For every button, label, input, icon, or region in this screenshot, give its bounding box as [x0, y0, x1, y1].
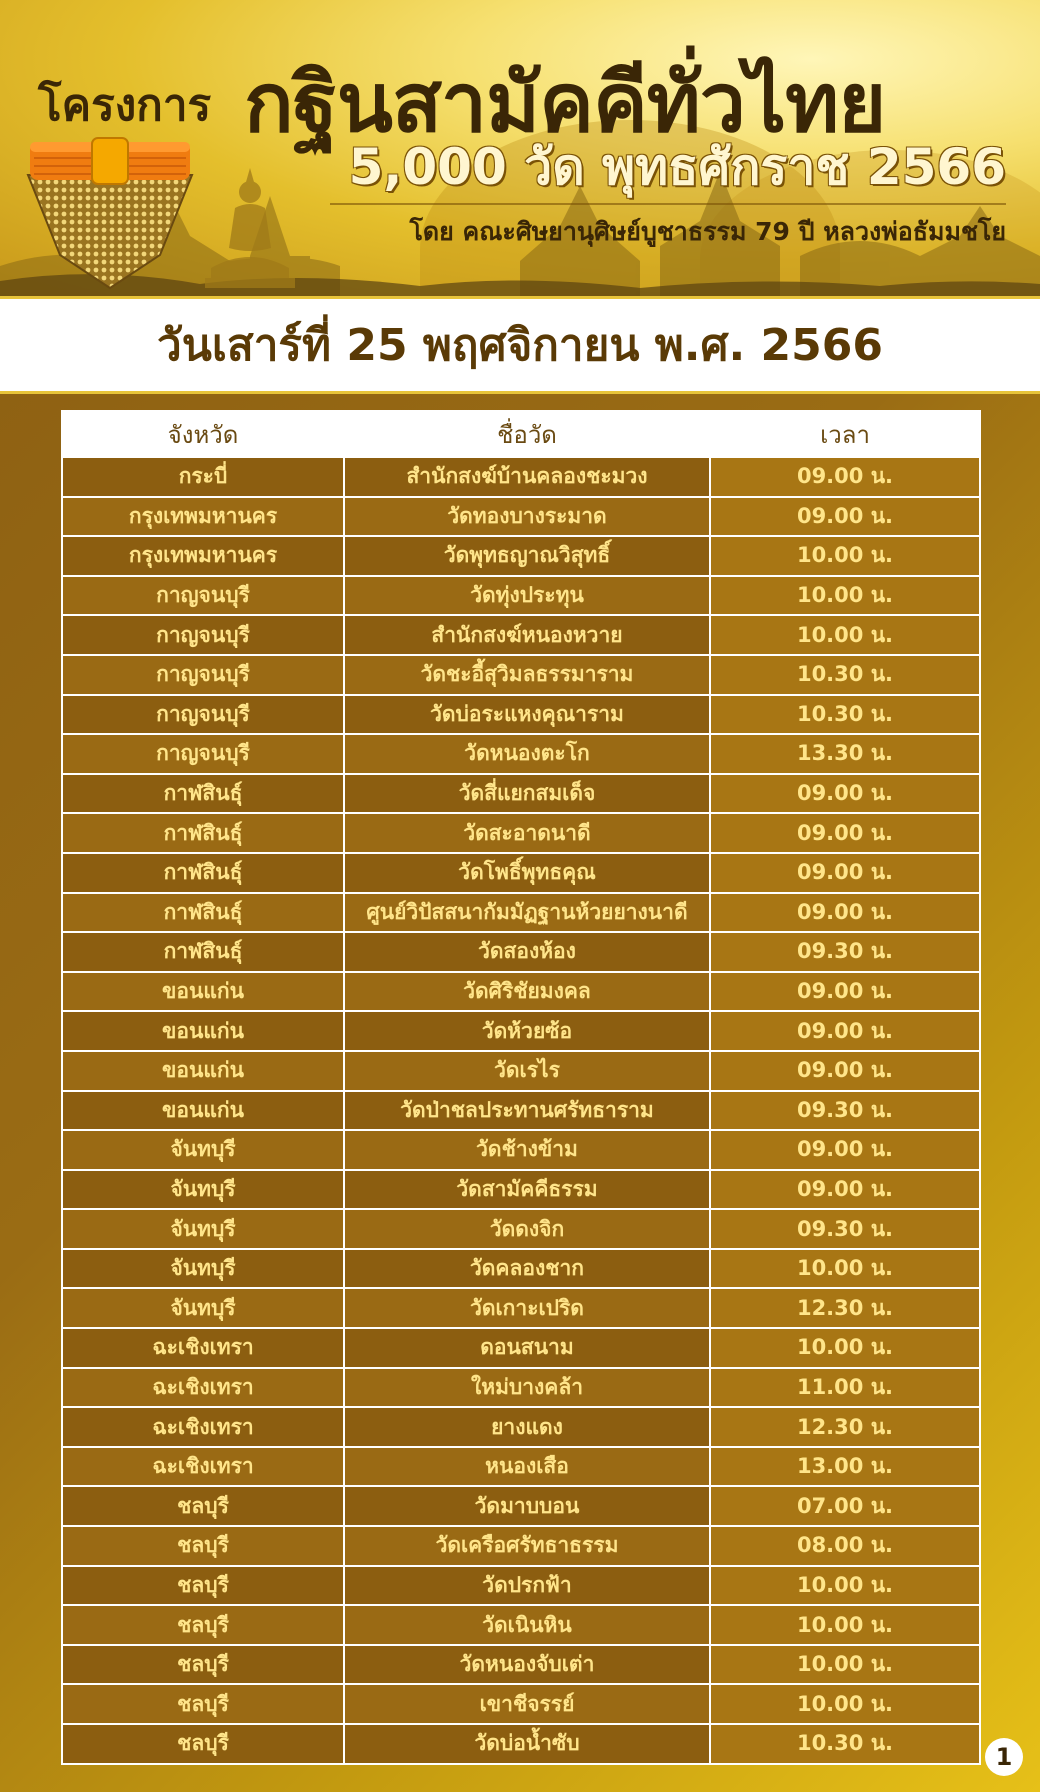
table-row [63, 1527, 979, 1565]
cell-time: 09.30 น. [711, 1092, 979, 1130]
cell-time: 13.00 น. [711, 1448, 979, 1486]
cell-time: 09.00 น. [711, 973, 979, 1011]
table-row [63, 775, 979, 813]
cell-province: กาญจนบุรี [63, 577, 343, 615]
cell-province: ชลบุรี [63, 1646, 343, 1684]
cell-time: 09.00 น. [711, 814, 979, 852]
cell-time: 09.30 น. [711, 933, 979, 971]
cell-temple: วัดคลองชาก [345, 1250, 709, 1288]
cell-temple: วัดมาบบอน [345, 1487, 709, 1525]
cell-temple: วัดเรไร [345, 1052, 709, 1090]
cell-province: กาญจนบุรี [63, 735, 343, 773]
table-row [63, 1092, 979, 1130]
cell-province: จันทบุรี [63, 1289, 343, 1327]
cell-time: 10.00 น. [711, 577, 979, 615]
cell-time: 09.00 น. [711, 498, 979, 536]
cell-province: กาฬสินธุ์ [63, 854, 343, 892]
cell-province: กาฬสินธุ์ [63, 814, 343, 852]
cell-time: 09.30 น. [711, 1210, 979, 1248]
cell-temple: วัดบ่อน้ำซับ [345, 1725, 709, 1763]
cell-province: ชลบุรี [63, 1487, 343, 1525]
cell-province: ฉะเชิงเทรา [63, 1408, 343, 1446]
cell-temple: ยางแดง [345, 1408, 709, 1446]
cell-time: 10.30 น. [711, 1725, 979, 1763]
cell-temple: วัดหนองตะโก [345, 735, 709, 773]
cell-province: กาฬสินธุ์ [63, 933, 343, 971]
cell-province: จันทบุรี [63, 1131, 343, 1169]
cell-temple: สำนักสงฆ์บ้านคลองชะมวง [345, 458, 709, 496]
table-row [63, 498, 979, 536]
table-row [63, 656, 979, 694]
cell-province: กรุงเทพมหานคร [63, 537, 343, 575]
cell-province: กาญจนบุรี [63, 656, 343, 694]
table-row [63, 1171, 979, 1209]
cell-temple: วัดสะอาดนาดี [345, 814, 709, 852]
cell-time: 10.00 น. [711, 1329, 979, 1367]
cell-province: จันทบุรี [63, 1171, 343, 1209]
cell-time: 10.00 น. [711, 1646, 979, 1684]
column-header-temple: ชื่อวัด [345, 412, 709, 456]
cell-temple: วัดทุ่งประทุน [345, 577, 709, 615]
table-row [63, 1131, 979, 1169]
cell-province: ขอนแก่น [63, 1092, 343, 1130]
cell-temple: วัดเนินหิน [345, 1606, 709, 1644]
table-row [63, 1250, 979, 1288]
cell-province: ขอนแก่น [63, 1012, 343, 1050]
cell-temple: ใหม่บางคล้า [345, 1369, 709, 1407]
table-row [63, 1646, 979, 1684]
cell-time: 09.00 น. [711, 854, 979, 892]
cell-temple: วัดทองบางระมาด [345, 498, 709, 536]
cell-time: 12.30 น. [711, 1289, 979, 1327]
cell-temple: หนองเสือ [345, 1448, 709, 1486]
column-header-province: จังหวัด [63, 412, 343, 456]
cell-province: ขอนแก่น [63, 1052, 343, 1090]
cell-province: ชลบุรี [63, 1567, 343, 1605]
table-row [63, 933, 979, 971]
cell-province: กาญจนบุรี [63, 616, 343, 654]
cell-temple: วัดสามัคคีธรรม [345, 1171, 709, 1209]
table-row [63, 1487, 979, 1525]
table-row [63, 577, 979, 615]
date-bar [0, 296, 1040, 394]
table-row [63, 1408, 979, 1446]
table-row [63, 696, 979, 734]
table-row [63, 735, 979, 773]
cell-province: กาฬสินธุ์ [63, 775, 343, 813]
table-row [63, 973, 979, 1011]
cell-province: ชลบุรี [63, 1606, 343, 1644]
table-row [63, 616, 979, 654]
cell-time: 09.00 น. [711, 1131, 979, 1169]
cell-time: 07.00 น. [711, 1487, 979, 1525]
cell-temple: สำนักสงฆ์หนองหวาย [345, 616, 709, 654]
cell-province: ชลบุรี [63, 1527, 343, 1565]
header-banner [0, 0, 1040, 296]
column-header-time: เวลา [711, 412, 979, 456]
cell-temple: เขาชีจรรย์ [345, 1685, 709, 1723]
table-row [63, 854, 979, 892]
table-row [63, 1052, 979, 1090]
cell-time: 10.00 น. [711, 616, 979, 654]
cell-time: 10.30 น. [711, 656, 979, 694]
cell-temple: วัดช้างข้าม [345, 1131, 709, 1169]
cell-province: กรุงเทพมหานคร [63, 498, 343, 536]
table-row [63, 1567, 979, 1605]
table-row [63, 1329, 979, 1367]
table-body [63, 458, 979, 1763]
cell-temple: วัดเครือศรัทธาธรรม [345, 1527, 709, 1565]
cell-time: 10.00 น. [711, 1606, 979, 1644]
schedule-table [61, 410, 981, 1765]
cell-temple: วัดสองห้อง [345, 933, 709, 971]
cell-temple: ศูนย์วิปัสสนากัมมัฏฐานห้วยยางนาดี [345, 894, 709, 932]
cell-temple: ดอนสนาม [345, 1329, 709, 1367]
cell-temple: วัดห้วยซ้อ [345, 1012, 709, 1050]
cell-time: 11.00 น. [711, 1369, 979, 1407]
cell-time: 09.00 น. [711, 458, 979, 496]
cell-temple: วัดเกาะเปริด [345, 1289, 709, 1327]
cell-temple: วัดดงจิก [345, 1210, 709, 1248]
table-row [63, 894, 979, 932]
table-row [63, 1685, 979, 1723]
cell-temple: วัดพุทธญาณวิสุทธิ์ [345, 537, 709, 575]
cell-time: 09.00 น. [711, 775, 979, 813]
cell-time: 09.00 น. [711, 1052, 979, 1090]
table-row [63, 1369, 979, 1407]
cell-province: ฉะเชิงเทรา [63, 1448, 343, 1486]
cell-province: ชลบุรี [63, 1725, 343, 1763]
cell-temple: วัดป่าชลประทานศรัทธาราม [345, 1092, 709, 1130]
divider [330, 203, 1006, 205]
cell-time: 10.30 น. [711, 696, 979, 734]
table-row [63, 458, 979, 496]
cell-province: ขอนแก่น [63, 973, 343, 1011]
table-header [63, 412, 979, 456]
project-subtitle: 5,000 วัด พุทธศักราช 2566 [348, 138, 1006, 196]
cell-time: 10.00 น. [711, 1685, 979, 1723]
table-row [63, 1289, 979, 1327]
project-label: โครงการ [38, 80, 212, 131]
page-number: 1 [985, 1738, 1023, 1776]
cell-temple: วัดศิริชัยมงคล [345, 973, 709, 1011]
cell-province: ฉะเชิงเทรา [63, 1329, 343, 1367]
cell-temple: วัดชะอี้สุวิมลธรรมาราม [345, 656, 709, 694]
kathin-robe-offering-icon [20, 130, 200, 290]
table-row [63, 1448, 979, 1486]
cell-time: 10.00 น. [711, 537, 979, 575]
cell-time: 08.00 น. [711, 1527, 979, 1565]
table-row [63, 1725, 979, 1763]
cell-province: กาญจนบุรี [63, 696, 343, 734]
cell-time: 10.00 น. [711, 1567, 979, 1605]
cell-temple: วัดบ่อระแหงคุณาราม [345, 696, 709, 734]
cell-province: กระบี่ [63, 458, 343, 496]
project-name: กฐินสามัคคีทั่วไทย [244, 56, 886, 151]
table-row [63, 537, 979, 575]
cell-province: ฉะเชิงเทรา [63, 1369, 343, 1407]
cell-temple: วัดสี่แยกสมเด็จ [345, 775, 709, 813]
table-row [63, 1210, 979, 1248]
buddha-silhouette-icon [205, 168, 295, 288]
cell-time: 13.30 น. [711, 735, 979, 773]
cell-province: จันทบุรี [63, 1250, 343, 1288]
cell-time: 09.00 น. [711, 894, 979, 932]
organizer-line: โดย คณะศิษยานุศิษย์บูชาธรรม 79 ปี หลวงพ่อธัมมชโย [409, 217, 1006, 246]
table-row [63, 1606, 979, 1644]
cell-province: กาฬสินธุ์ [63, 894, 343, 932]
cell-temple: วัดปรกฟ้า [345, 1567, 709, 1605]
cell-time: 12.30 น. [711, 1408, 979, 1446]
cell-time: 10.00 น. [711, 1250, 979, 1288]
cell-time: 09.00 น. [711, 1012, 979, 1050]
table-row [63, 814, 979, 852]
cell-temple: วัดหนองจับเต่า [345, 1646, 709, 1684]
table-row [63, 1012, 979, 1050]
cell-time: 09.00 น. [711, 1171, 979, 1209]
cell-province: จันทบุรี [63, 1210, 343, 1248]
date-title: วันเสาร์ที่ 25 พฤศจิกายน พ.ศ. 2566 [157, 320, 883, 371]
cell-temple: วัดโพธิ์พุทธคุณ [345, 854, 709, 892]
cell-province: ชลบุรี [63, 1685, 343, 1723]
